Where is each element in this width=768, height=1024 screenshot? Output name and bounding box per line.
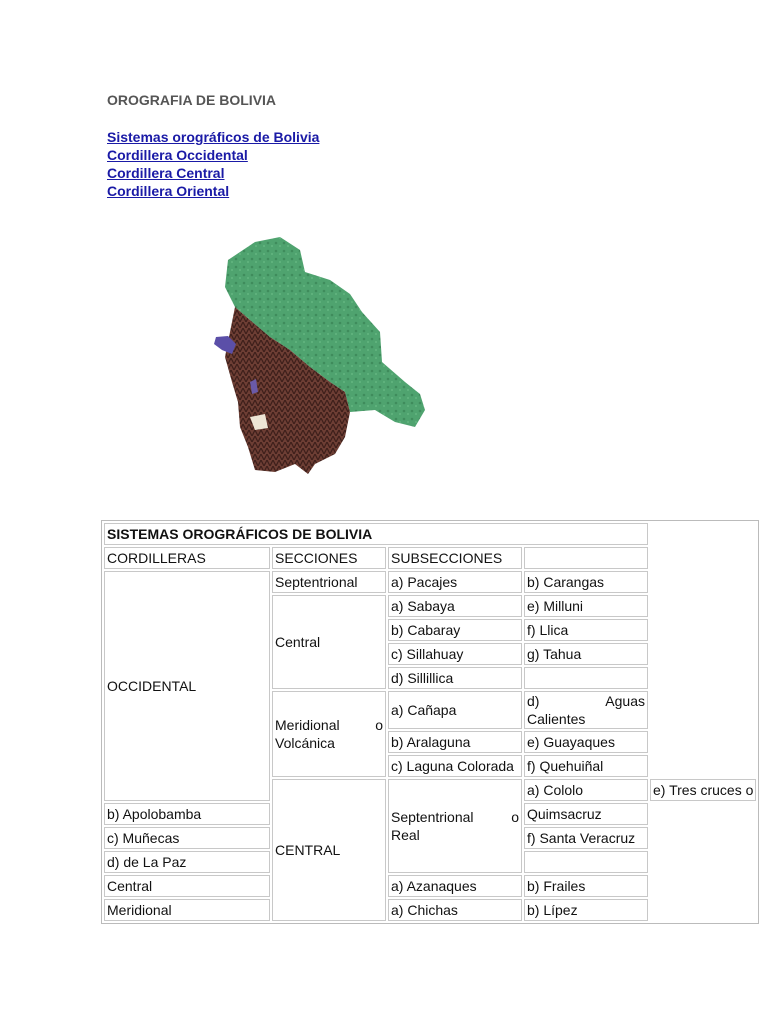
subsection-cell: b) Lípez [524,899,648,921]
subsection-cell: c) Sillahuay [388,643,522,665]
header-secciones: SECCIONES [272,547,386,569]
subsection-cell: e) Milluni [524,595,648,617]
section-septentrional-real: Septentrional o Real [388,779,522,873]
link-cordillera-central[interactable]: Cordillera Central [107,165,225,181]
subsection-cell: e) Tres cruces o [650,779,756,801]
section-septentrional: Septentrional [272,571,386,593]
subsection-cell: b) Frailes [524,875,648,897]
subsection-cell: d) Sillillica [388,667,522,689]
subsection-cell: a) Cañapa [388,691,522,729]
subsection-cell: f) Llica [524,619,648,641]
link-cordillera-occidental[interactable]: Cordillera Occidental [107,147,248,163]
subsection-cell: a) Sabaya [388,595,522,617]
subsection-cell: a) Pacajes [388,571,522,593]
subsection-cell [524,667,648,689]
cordillera-occidental: OCCIDENTAL [104,571,270,801]
link-sistemas-orograficos[interactable]: Sistemas orográficos de Bolivia [107,129,320,145]
link-cordillera-oriental[interactable]: Cordillera Oriental [107,183,230,199]
cordillera-central: CENTRAL [272,779,386,921]
section-central-meridional: Meridional [104,899,270,921]
subsection-cell: a) Chichas [388,899,522,921]
subsection-cell: b) Apolobamba [104,803,270,825]
subsection-cell: Quimsacruz [524,803,648,825]
subsection-cell: c) Laguna Colorada [388,755,522,777]
subsection-cell: c) Muñecas [104,827,270,849]
subsection-cell: e) Guayaques [524,731,648,753]
section-central-central: Central [104,875,270,897]
section-meridional-volcanica: Meridional o Volcánica [272,691,386,777]
header-cordilleras: CORDILLERAS [104,547,270,569]
bolivia-relief-map [210,232,435,477]
header-empty [524,547,648,569]
orographic-systems-table [101,520,759,924]
table-header-row [104,547,756,569]
subsection-cell: d) Aguas Calientes [524,691,648,729]
subsection-cell: g) Tahua [524,643,648,665]
page-title: OROGRAFIA DE BOLIVIA [107,92,277,108]
subsection-cell: b) Cabaray [388,619,522,641]
table-title: SISTEMAS OROGRÁFICOS DE BOLIVIA [104,523,648,545]
header-subsecciones: SUBSECCIONES [388,547,522,569]
subsection-cell: a) Azanaques [388,875,522,897]
subsection-cell: f) Quehuiñal [524,755,648,777]
subsection-cell: b) Carangas [524,571,648,593]
subsection-cell: f) Santa Veracruz [524,827,648,849]
links-list [107,128,319,200]
section-central: Central [272,595,386,689]
subsection-cell: b) Aralaguna [388,731,522,753]
subsection-cell: d) de La Paz [104,851,270,873]
subsection-cell: a) Cololo [524,779,648,801]
subsection-cell [524,851,648,873]
